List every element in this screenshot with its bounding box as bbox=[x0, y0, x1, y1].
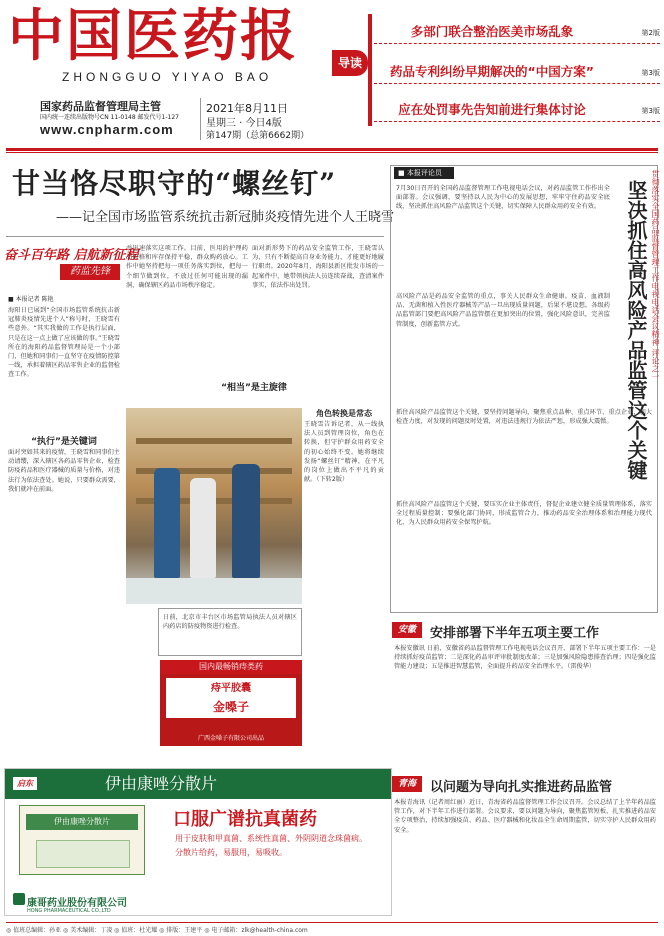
lead-subheadline: ——记全国市场监管系统抗击新冠肺炎疫情先进个人王晓雪 bbox=[56, 210, 395, 225]
photo-caption: 日前，北京市丰台区市场监管局执法人员对辖区内药店的防疫物资进行检查。 bbox=[163, 614, 297, 631]
inspector-figure bbox=[154, 468, 180, 578]
shelf bbox=[136, 438, 292, 444]
company-logo-icon bbox=[13, 893, 25, 905]
guide-item-page: 第3版 bbox=[641, 69, 660, 77]
newspaper-pinyin: ZHONGGUO YIYAO BAO bbox=[62, 70, 273, 84]
commentary-para-4: 抓住高风险产品监管这个关键，要压实企业主体责任，督促企业建立健全质量管理体系，落实全过程质量控制；要强化部门协同，形成监管合力，推动药品安全治理体系和治理能力现代化，为人民群众用药安全保驾护航。 bbox=[396, 501, 652, 527]
guide-item-title: 药品专利纠纷早期解决的“中国方案” bbox=[390, 64, 594, 79]
page-footer: ◎ 值班总编辑：孙亚 ◎ 美术编辑：丁凌 ◎ 值班：杜光耀 ◎ 排版：王建平 ◎ 电子邮箱：zlk@health-china.com bbox=[6, 922, 658, 934]
commentary-subtitle: 贯彻落实全国药品监督管理工作电视电话会议精神 评论之一 bbox=[651, 170, 660, 381]
guide-label: 导读 bbox=[332, 50, 368, 76]
column-banner-tag: 药监先锋 bbox=[60, 264, 120, 280]
ad-product bbox=[166, 678, 296, 718]
region-badge-qinghai: 青海 bbox=[392, 776, 422, 792]
guide-bar bbox=[368, 14, 372, 126]
guide-item-title: 多部门联合整治医美市场乱象 bbox=[410, 24, 574, 39]
guide-item-2[interactable] bbox=[374, 58, 660, 84]
qinghai-article: 本报青海讯（记者周红丽）近日，青海省药品监督管理工作会议召开。会议总结了上半年药品监管工作，对下半年工作进行部署。会议要求，要以问题为导向，聚焦监管短板，扎实推进药品安全专项整治，持续加强疫苗、药品、医疗器械和化妆品全生命周期监管，切实守护人民群众用药安全。 bbox=[394, 799, 656, 834]
ad-product-name: 痔平胶囊 bbox=[211, 683, 251, 694]
masthead-rule bbox=[6, 148, 658, 151]
guide-item-3[interactable] bbox=[374, 96, 660, 122]
ad-brand-name: 金嗓子 bbox=[212, 700, 249, 714]
region-badge-anhui: 安徽 bbox=[392, 622, 422, 638]
ad-product-name: 伊由康唑分散片 bbox=[105, 774, 218, 793]
commentary-tag: ■ 本报评论员 bbox=[394, 167, 454, 179]
photo-caption-box bbox=[158, 608, 302, 656]
commentary-para-2: 高风险产品是药品安全监管的重点，事关人民群众生命健康。疫苗、血液制品、无菌和植入性医疗器械等产品一旦出现质量问题，后果不堪设想。各级药品监管部门要把高风险产品监管摆在更加突出的位置，强化风险意识，完善监管制度，创新监管方式。 bbox=[396, 293, 610, 328]
commentary-para-3: 抓住高风险产品监管这个关键，要坚持问题导向，聚焦重点品种、重点环节、重点企业，加大检查力度，对发现的问题及时处置，对违法违规行为依法严惩，形成强大震慑。 bbox=[396, 409, 652, 426]
ad-header bbox=[5, 769, 391, 799]
pharmacist-figure bbox=[190, 478, 216, 578]
inspector-figure bbox=[232, 464, 260, 578]
lead-byline: ■ 本报记者 陈艳 bbox=[8, 296, 54, 303]
qinghai-headline[interactable]: 以问题为导向扎实推进药品监管 bbox=[430, 780, 613, 795]
column-banner-title: 奋斗百年路 启航新征程 bbox=[4, 248, 139, 263]
issue-date: 2021年8月11日 bbox=[206, 102, 288, 115]
ad-itraconazole[interactable] bbox=[4, 768, 392, 916]
newspaper-logo: 中国医药报 bbox=[8, 4, 298, 68]
lead-column-3: 面对新形势下的药品安全监管工作，王晓雪认为，只有不断提高自身业务能力，才能更好地履行职责。2020年8月，海阳县新区批发市场的一起案件中，她带领执法人员连续奋战，查清案件事实，依法作出处罚。 bbox=[252, 245, 384, 289]
lead-column-1b: 面对突如其来的疫情，王晓雪和同事们主动请缨，深入辖区各药品零售企业，检查防疫药品和医疗器械的质量与价格，对违法行为依法查处。她说，只要群众需要，我们就冲在前面。 bbox=[8, 449, 120, 493]
ad-product-box bbox=[19, 805, 145, 875]
ad-slogan: 口服广谱抗真菌药 bbox=[173, 809, 317, 830]
ad-bullet-1: 用于皮肤和甲真菌、系统性真菌、外阴阴道念珠菌病。 bbox=[175, 834, 367, 843]
masthead-rule-thin bbox=[6, 152, 658, 153]
section-heading-xiangdang: “相当”是主旋律 bbox=[221, 383, 287, 393]
guide-item-1[interactable] bbox=[374, 18, 660, 44]
lead-headline[interactable]: 甘当恪尽职守的“螺丝钉” bbox=[12, 167, 337, 200]
ad-bullet-2: 分散片给药，易服用，易吸收。 bbox=[175, 848, 287, 857]
lead-column-2: 并迅速落实这项工作。目前，医用的护理药品价格和库存保持平稳，群众购药放心。工作中她坚持把每一项任务落实到位，把每一个细节做到位，不放过任何可能出现的漏洞，确保辖区药品市场秩序稳定。 bbox=[126, 245, 248, 289]
issue-number: 第147期（总第6662期） bbox=[206, 131, 310, 141]
anhui-headline[interactable]: 安排部署下半年五项主要工作 bbox=[430, 626, 600, 641]
ad-maker: 广西金嗓子有限公司出品 bbox=[197, 735, 264, 742]
ad-tagline: 国内最畅销痔类药 bbox=[160, 660, 302, 674]
masthead-divider bbox=[200, 98, 201, 140]
guide-item-page: 第2版 bbox=[641, 29, 660, 37]
website-link[interactable]: www.cnpharm.com bbox=[40, 122, 174, 137]
commentary-para-1: 7月30日召开的全国药品监督管理工作电视电话会议，对药品监管工作作出全面部署。会议强调，要坚持以人民为中心的发展思想，牢牢守住药品安全底线，坚决抓住高风险产品监管这个关键，切实保障人民群众用药安全有效。 bbox=[396, 185, 610, 211]
ad-company-en: HONG PHARMACEUTICAL CO.,LTD bbox=[27, 908, 111, 914]
lead-column-3b: 王晓雪告诉记者，从一线执法人员到管理岗位，角色在转换，但守护群众用药安全的初心始终不变。她将继续发扬“螺丝钉”精神，在平凡的岗位上做出不平凡的贡献。（下转2版） bbox=[304, 421, 384, 484]
lead-divider bbox=[6, 236, 384, 237]
news-photo bbox=[126, 408, 302, 604]
guide-item-page: 第3版 bbox=[641, 107, 660, 115]
ad-brand: 启东 bbox=[13, 777, 37, 790]
serial-numbers: 国内统一连续出版物号CN 11-0148 邮发代号1-127 bbox=[40, 114, 179, 121]
section-heading-execution: “执行”是关键词 bbox=[31, 437, 97, 447]
counter bbox=[126, 578, 302, 604]
section-heading-role: 角色转换是常态 bbox=[316, 409, 372, 418]
ad-hemorrhoid-medicine[interactable] bbox=[160, 660, 302, 746]
photo-caption-spacer bbox=[128, 610, 156, 650]
sponsor-line: 国家药品监督管理局主管 bbox=[40, 100, 161, 113]
ad-box-label: 伊由康唑分散片 bbox=[26, 814, 138, 830]
ad-box-blister bbox=[36, 840, 130, 868]
anhui-article: 本报安徽讯 日前，安徽省药品监督管理工作电视电话会议召开，部署下半年五项主要工作：一是持续抓好疫苗监管；二是深化药品审评审批制度改革；三是加强风险隐患排查治理；四是强化监管能力建设；五是推进智慧监管，全面提升药品安全治理水平。（雷俊华） bbox=[394, 645, 656, 671]
commentary-title[interactable]: 坚决抓住高风险产品监管这个关键 bbox=[624, 180, 648, 480]
issue-weekday: 星期三 · 今日4版 bbox=[206, 118, 282, 129]
guide-item-title: 应在处罚事先告知前进行集体讨论 bbox=[398, 102, 586, 117]
ad-company: 康哥药业股份有限公司 bbox=[27, 898, 127, 909]
lead-column-1: 海阳日已展到“全国市场监管系统抗击新冠肺炎疫情先进个人”称号时，王晓雪有些意外。“其实我做的工作是执行层面，只是在这一点上做了应该做的事。”王晓雪所在的海阳药品监督管理局是一个小部门，但她和同事们一直坚守在疫情防控第一线，承担着辖区药品零售企业的监督检查工作。 bbox=[8, 307, 120, 379]
